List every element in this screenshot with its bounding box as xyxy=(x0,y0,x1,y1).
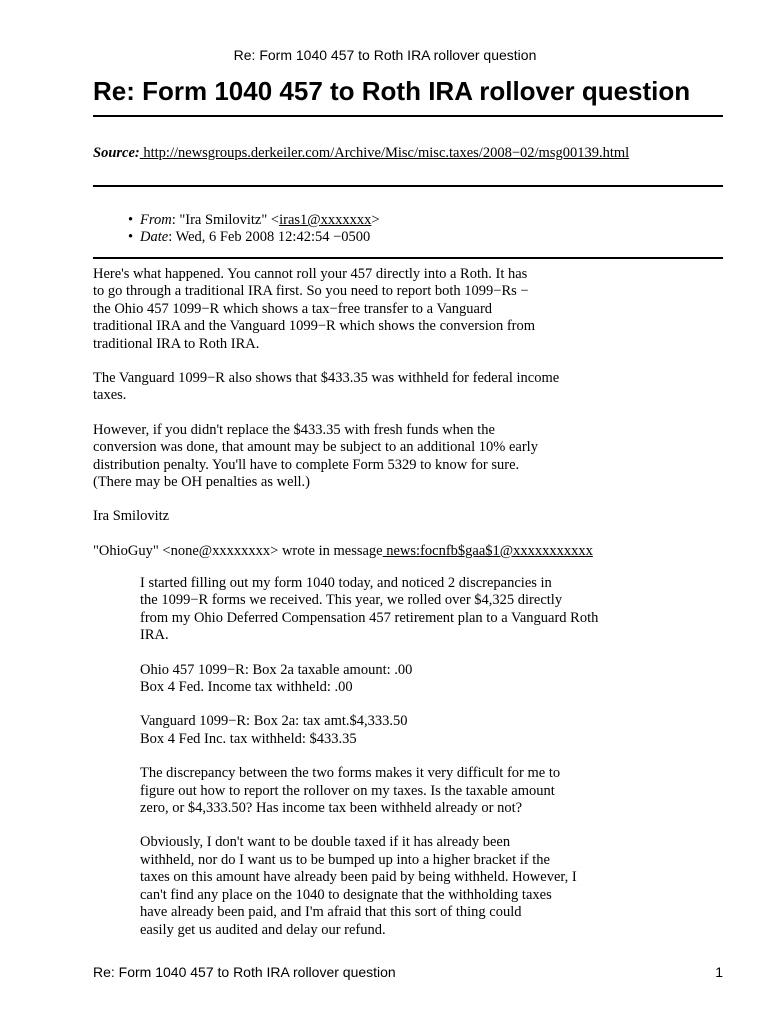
date-value: : Wed, 6 Feb 2008 12:42:54 −0500 xyxy=(168,229,371,245)
attribution-news-link[interactable]: news:focnfb$gaa$1@xxxxxxxxxxx xyxy=(382,542,593,559)
from-label: From xyxy=(140,212,172,228)
quote-paragraph: The discrepancy between the two forms makes it very difficult for me to figure out how to report the rollover on my taxes. Is the taxable amount zero, or $4,333.50? Has income tax been withheld already or not? xyxy=(140,765,561,817)
body-paragraph: Here's what happened. You cannot roll your 457 directly into a Roth. It has to go through a traditional IRA first. So you need to report both 1099−Rs − the Ohio 457 1099−R which shows a tax−free transfer to a Vanguard traditional IRA and the Vanguard 1099−R which shows the conversion from traditional IRA to Roth IRA. xyxy=(93,266,536,352)
running-header: Re: Form 1040 457 to Roth IRA rollover question xyxy=(233,47,537,63)
quoted-message xyxy=(140,575,723,956)
date-label: Date xyxy=(140,229,169,245)
footer-title: Re: Form 1040 457 to Roth IRA rollover question xyxy=(93,964,396,980)
from-name: : "Ira Smilovitz" < xyxy=(171,212,280,228)
meta-from xyxy=(128,212,380,229)
quote-paragraph: Obviously, I don't want to be double taxed if it has already been withheld, nor do I want us to be bumped up into a higher bracket if the taxes on this amount have already been paid by being withheld. However, I can't find any place on the 1040 to designate that the withholding taxes have already been paid, and I'm afraid that this sort of thing could easily get us audited and delay our refund. xyxy=(140,834,577,938)
message-body xyxy=(93,266,723,577)
source-line xyxy=(93,145,629,162)
body-paragraph: However, if you didn't replace the $433.35 with fresh funds when the conversion was done, that amount may be subject to an additional 10% early distribution penalty. You'll have to complete Form 5329 to know for sure. (There may be OH penalties as well.) xyxy=(93,421,538,491)
quote-paragraph: Ohio 457 1099−R: Box 2a taxable amount: .00 Box 4 Fed. Income tax withheld: .00 xyxy=(140,661,413,696)
meta-divider xyxy=(93,257,723,259)
from-close: > xyxy=(371,212,380,228)
meta-date xyxy=(128,229,380,246)
attribution-line xyxy=(93,543,723,560)
body-paragraph: The Vanguard 1099−R also shows that $433.35 was withheld for federal income taxes. xyxy=(93,370,560,404)
page-footer xyxy=(93,964,723,980)
page-number: 1 xyxy=(715,964,723,980)
from-email-link[interactable]: iras1@xxxxxxx xyxy=(279,212,372,228)
title-divider xyxy=(93,115,723,117)
signature: Ira Smilovitz xyxy=(93,508,170,525)
attribution-text: "OhioGuy" <none@xxxxxxxx> wrote in message xyxy=(93,542,383,559)
quote-paragraph: Vanguard 1099−R: Box 2a: tax amt.$4,333.50 Box 4 Fed Inc. tax withheld: $433.35 xyxy=(140,713,408,747)
source-divider xyxy=(93,185,723,187)
bullet-icon: • xyxy=(128,229,134,245)
quote-paragraph: I started filling out my form 1040 today, and noticed 2 discrepancies in the 1099−R forms we received. This year, we rolled over $4,325 directly from my Ohio Deferred Compensation 457 retirement plan to a Vanguard Roth IRA. xyxy=(140,575,599,644)
page-title: Re: Form 1040 457 to Roth IRA rollover question xyxy=(93,76,691,106)
bullet-icon: • xyxy=(128,212,134,228)
source-link[interactable]: http://newsgroups.derkeiler.com/Archive/Misc/misc.taxes/2008−02/msg00139.html xyxy=(139,145,630,161)
message-meta xyxy=(128,212,380,246)
source-label: Source: xyxy=(93,145,140,161)
